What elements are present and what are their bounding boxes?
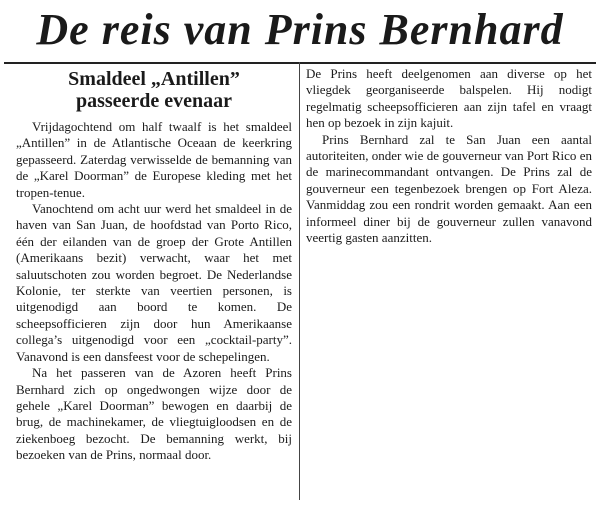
subheadline-line-2: passeerde evenaar <box>75 90 233 112</box>
paragraph-3: Na het passeren van de Azoren heeft Prins Bernhard zich op ongedwongen wijze door de gehele „Karel Doorman” bewogen en daarbij de brug, de machinekamer, de vliegtuigloodsen en de ziekenboeg bezocht. De bemanning werkt, bij bezoeken van de Prins, normaal door. <box>16 365 292 463</box>
subheadline-line-1: Smaldeel „Antillen” <box>68 68 240 90</box>
headline: De reis van Prins Bernhard <box>36 5 564 54</box>
paragraph-1: Vrijdagochtend om half twaalf is het smaldeel „Antillen” in de Atlantische Oceaan de keerkring gepasseerd. Zaterdag verwisselde de bemanning van de „Karel Doorman” de Europese kleding met het tropen-tenue. <box>16 119 292 200</box>
paragraph-5: Prins Bernhard zal te San Juan een aantal autoriteiten, onder wie de gouverneur van Port Rico en de marinecommandant ontvangen. De Prins zal de gouverneur een tegenbezoek brengen op Fort Aleza. Vanmiddag zou een rondrit worden gemaakt. Aan een informeel diner bij de gouverneur zullen vanavond veertig gasten aanzitten. <box>306 131 592 246</box>
paragraph-4: De Prins heeft deelgenomen aan diverse op het vliegdek georganiseerde balspelen. Hij nodigt regelmatig scheepsofficieren aan zijn tafel en vraagt hen op bezoek in zijn kajuit. <box>306 66 592 131</box>
left-column <box>16 66 292 464</box>
subheadline <box>16 68 292 112</box>
column-divider <box>299 62 300 500</box>
paragraph-2: Vanochtend om acht uur werd het smaldeel in de haven van San Juan, de hoofdstad van Porto Rico, één der eilanden van de groep der Grote Antillen (Amerikaans bezit) verwacht, waar het met saluutschoten zou worden begroet. De Nederlandse Kolonie, ter sterkte van veertien personen, is uitgenodigd aan boord te komen. De scheepsofficieren zijn door hun Amerikaanse collega’s uitgenodigd voor een „cocktail-party”. Vanavond is een dansfeest voor de schepelingen. <box>16 201 292 364</box>
right-column <box>306 66 592 246</box>
headline-rule <box>4 62 596 64</box>
